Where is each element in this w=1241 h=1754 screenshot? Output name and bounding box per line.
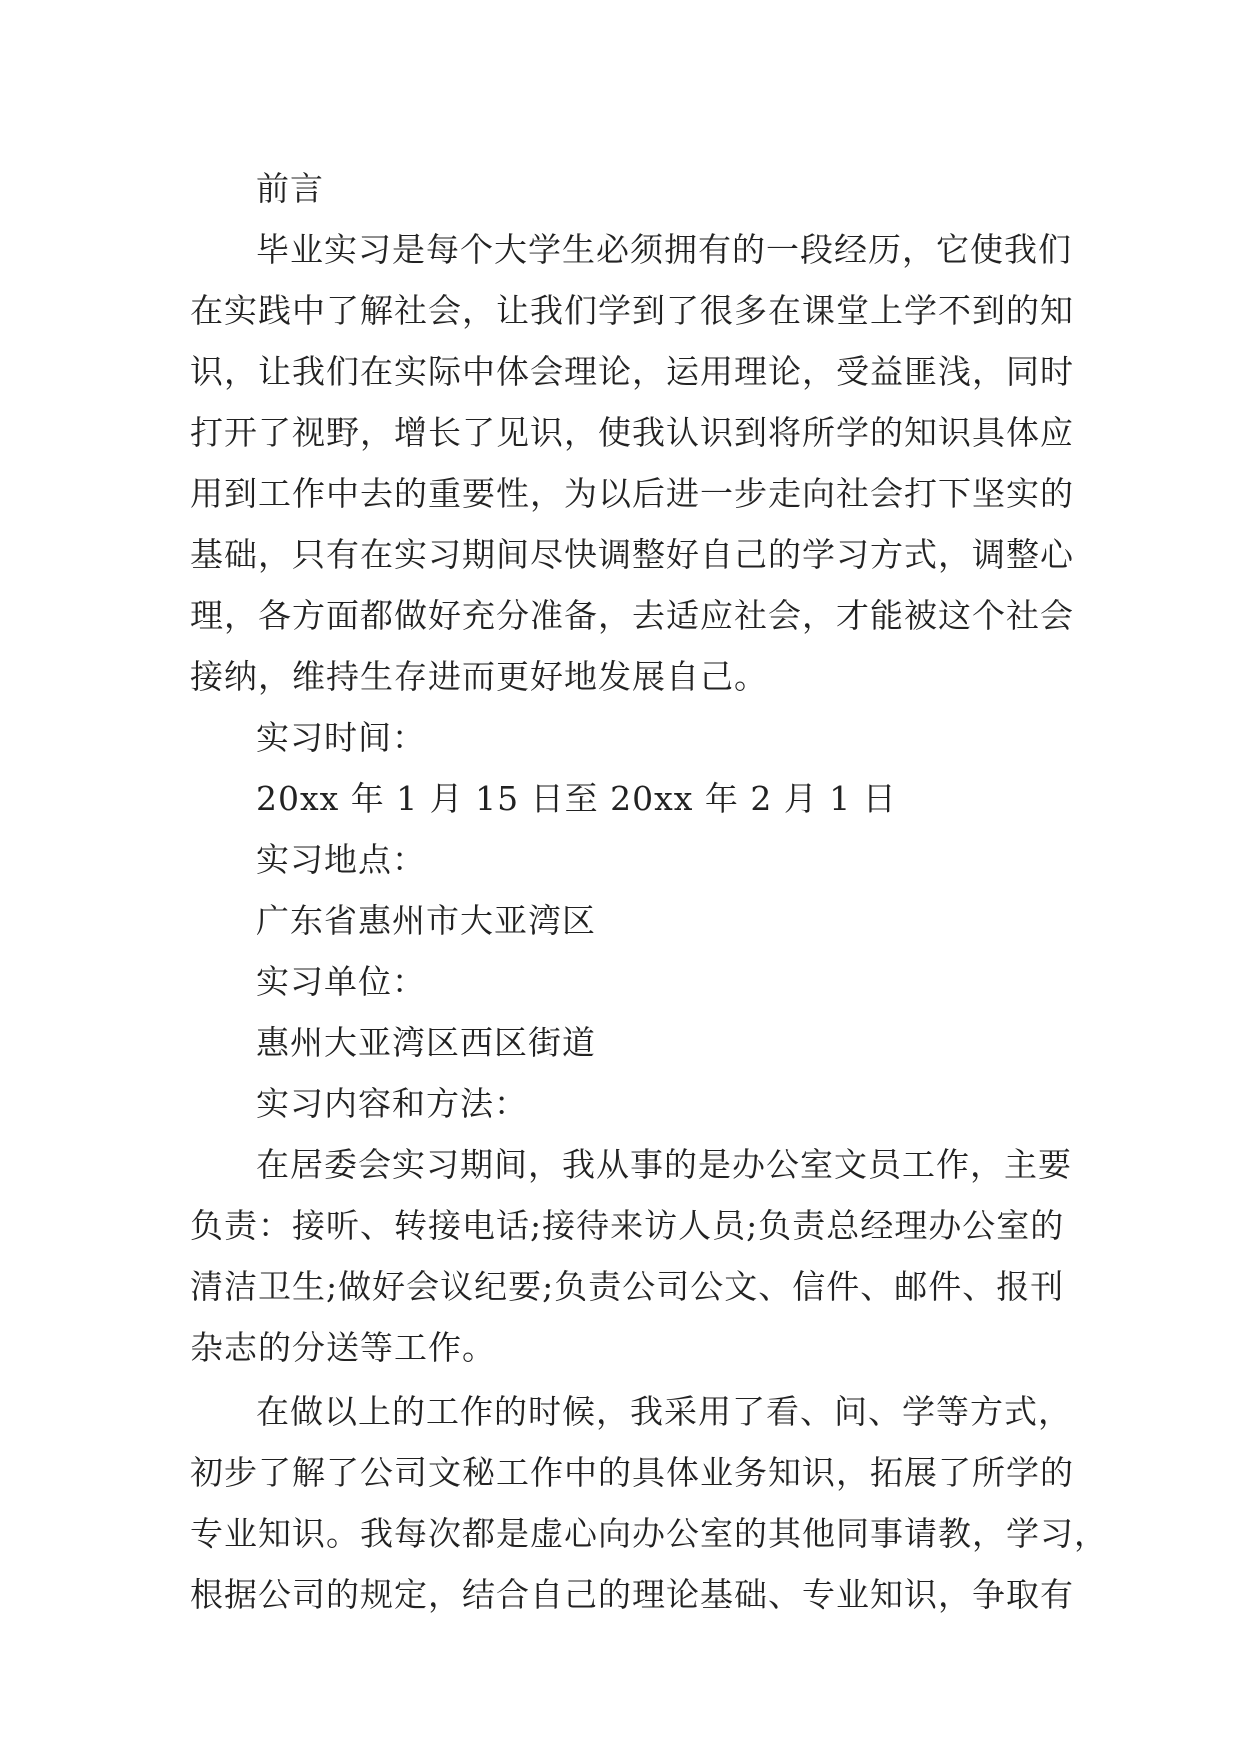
internship-time-label: 实习时间： xyxy=(256,718,426,757)
paragraph-line: 在实践中了解社会，让我们学到了很多在课堂上学不到的知 xyxy=(190,291,1074,330)
paragraph-methods xyxy=(190,1381,1108,1625)
paragraph-line: 毕业实习是每个大学生必须拥有的一段经历，它使我们 xyxy=(256,230,1072,269)
internship-unit-value: 惠州大亚湾区西区街道 xyxy=(256,1023,596,1062)
paragraph-line: 负责：接听、转接电话;接待来访人员;负责总经理办公室的 xyxy=(190,1206,1065,1245)
internship-place-value: 广东省惠州市大亚湾区 xyxy=(256,901,596,940)
paragraph-line: 识，让我们在实际中体会理论，运用理论，受益匪浅，同时 xyxy=(190,352,1074,391)
document-body xyxy=(190,158,1108,1625)
preface-heading: 前言 xyxy=(256,169,324,208)
paragraph-line: 清洁卫生;做好会议纪要;负责公司公文、信件、邮件、报刊 xyxy=(190,1267,1065,1306)
paragraph-line: 根据公司的规定，结合自己的理论基础、专业知识，争取有 xyxy=(190,1575,1074,1614)
paragraph-line: 基础，只有在实习期间尽快调整好自己的学习方式，调整心 xyxy=(190,535,1074,574)
paragraph-line: 在居委会实习期间，我从事的是办公室文员工作，主要 xyxy=(256,1145,1072,1184)
paragraph-line: 初步了解了公司文秘工作中的具体业务知识，拓展了所学的 xyxy=(190,1453,1074,1492)
paragraph-line: 接纳，维持生存进而更好地发展自己。 xyxy=(190,657,768,696)
paragraph-duties xyxy=(190,1134,1072,1378)
paragraph-line: 用到工作中去的重要性，为以后进一步走向社会打下坚实的 xyxy=(190,474,1074,513)
internship-time-value: 20xx 年 1 月 15 日至 20xx 年 2 月 1 日 xyxy=(256,779,897,818)
paragraph-intro xyxy=(190,219,1074,707)
paragraph-line: 专业知识。我每次都是虚心向办公室的其他同事请教，学习， xyxy=(190,1514,1108,1553)
paragraph-line: 杂志的分送等工作。 xyxy=(190,1328,496,1367)
paragraph-line: 理，各方面都做好充分准备，去适应社会，才能被这个社会 xyxy=(190,596,1074,635)
internship-content-label: 实习内容和方法： xyxy=(256,1084,528,1123)
paragraph-line: 打开了视野，增长了见识，使我认识到将所学的知识具体应 xyxy=(190,413,1074,452)
internship-place-label: 实习地点： xyxy=(256,840,426,879)
internship-unit-label: 实习单位： xyxy=(256,962,426,1001)
paragraph-line: 在做以上的工作的时候，我采用了看、问、学等方式， xyxy=(256,1392,1072,1431)
